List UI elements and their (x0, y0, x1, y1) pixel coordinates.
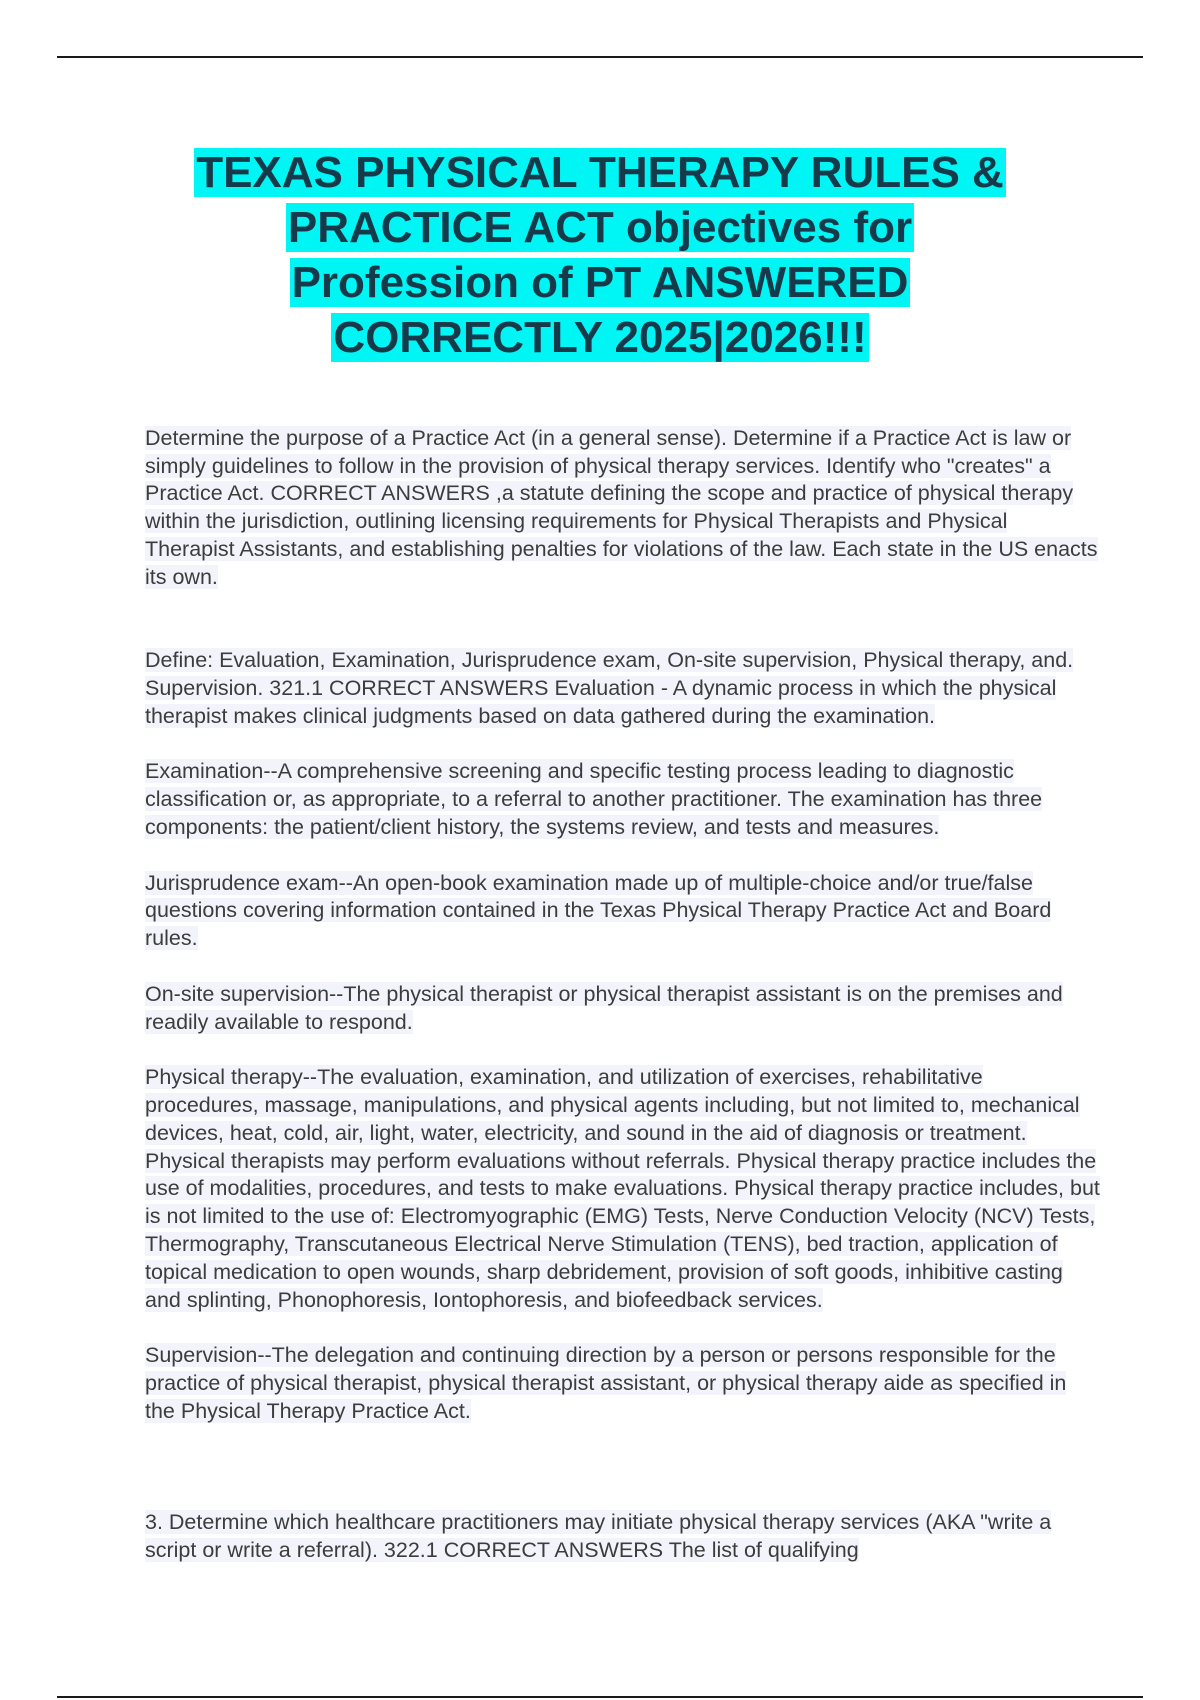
definition-examination (145, 758, 1100, 841)
title-line-text: Profession of PT ANSWERED (291, 258, 909, 307)
definition-text: Supervision--The delegation and continuing direction by a person or persons responsible for the practice of physical therapist, physical therapist assistant, or physical therapy aide as specified in the Physical Therapy Practice Act. (145, 1343, 1067, 1423)
definition-supervision (145, 1342, 1100, 1425)
document-title (194, 145, 1006, 365)
qa-block-referral (145, 1481, 1100, 1564)
definition-text: Jurisprudence exam--An open-book examination made up of multiple-choice and/or true/false questions covering information contained in the Texas Physical Therapy Practice Act and Board rules. (145, 870, 1052, 951)
qa-text: 3. Determine which healthcare practitioners may initiate physical therapy services (AKA "write a script or write a referral). 322.1 CORRECT ANSWERS The list of qualifying (145, 1509, 1052, 1562)
definition-evaluation (145, 647, 1100, 730)
top-rule (57, 56, 1143, 58)
qa-block-definitions (145, 619, 1100, 1453)
definition-onsite-supervision (145, 981, 1100, 1037)
title-block (0, 145, 1200, 365)
title-line-text: TEXAS PHYSICAL THERAPY RULES & (196, 148, 1004, 197)
title-line (194, 145, 1006, 200)
definition-text: Define: Evaluation, Examination, Jurisprudence exam, On-site supervision, Physical therapy, and. Supervision. 321.1 CORRECT ANSWERS Evaluation - A dynamic process in which the physical therapist makes clinical judgments based on data gathered during the examination. (145, 648, 1074, 728)
qa-block-practice-act (145, 397, 1100, 592)
definition-text: Examination--A comprehensive screening and specific testing process leading to diagnostic classification or, as appropriate, to a referral to another practitioner. The examination has three components: the patient/client history, the systems review, and tests and measures. (145, 759, 1043, 839)
title-line-text: CORRECTLY 2025|2026!!! (333, 313, 867, 362)
definition-jurisprudence (145, 870, 1100, 953)
definition-physical-therapy (145, 1064, 1100, 1314)
title-line (194, 310, 1006, 365)
definition-text: Physical therapy--The evaluation, examination, and utilization of exercises, rehabilitative procedures, massage, manipulations, and physical agents including, but not limited to, mechanical devices, heat, cold, air, light, water, electricity, and sound in the aid of diagnosis or treatment. Physical therapists may perform evaluations without referrals. Physical therapy practice includes the use of modalities, procedures, and tests to make evaluations. Physical therapy practice includes, but is not limited to the use of: Electromyographic (EMG) Tests, Nerve Conduction Velocity (NCV) Tests, Thermography, Transcutaneous Electrical Nerve Stimulation (TENS), bed traction, application of topical medication to open wounds, sharp debridement, provision of soft goods, inhibitive casting and splinting, Phonophoresis, Iontophoresis, and biofeedback services. (145, 1065, 1100, 1312)
definition-text: On-site supervision--The physical therapist or physical therapist assistant is on the premises and readily available to respond. (145, 981, 1063, 1034)
title-line (194, 255, 1006, 310)
title-line-text: PRACTICE ACT objectives for (287, 203, 913, 252)
title-line (194, 200, 1006, 255)
document-body (145, 397, 1100, 1592)
bottom-rule (57, 1696, 1143, 1698)
qa-text: Determine the purpose of a Practice Act (in a general sense). Determine if a Practice Act is law or simply guidelines to follow in the provision of physical therapy services. Identify who "creates" a Practice Act. CORRECT ANSWERS ,a statute defining the scope and practice of physical therapy within the jurisdiction, outlining licensing requirements for Physical Therapists and Physical Therapist Assistants, and establishing penalties for violations of the law. Each state in the US enacts its own. (145, 425, 1098, 589)
